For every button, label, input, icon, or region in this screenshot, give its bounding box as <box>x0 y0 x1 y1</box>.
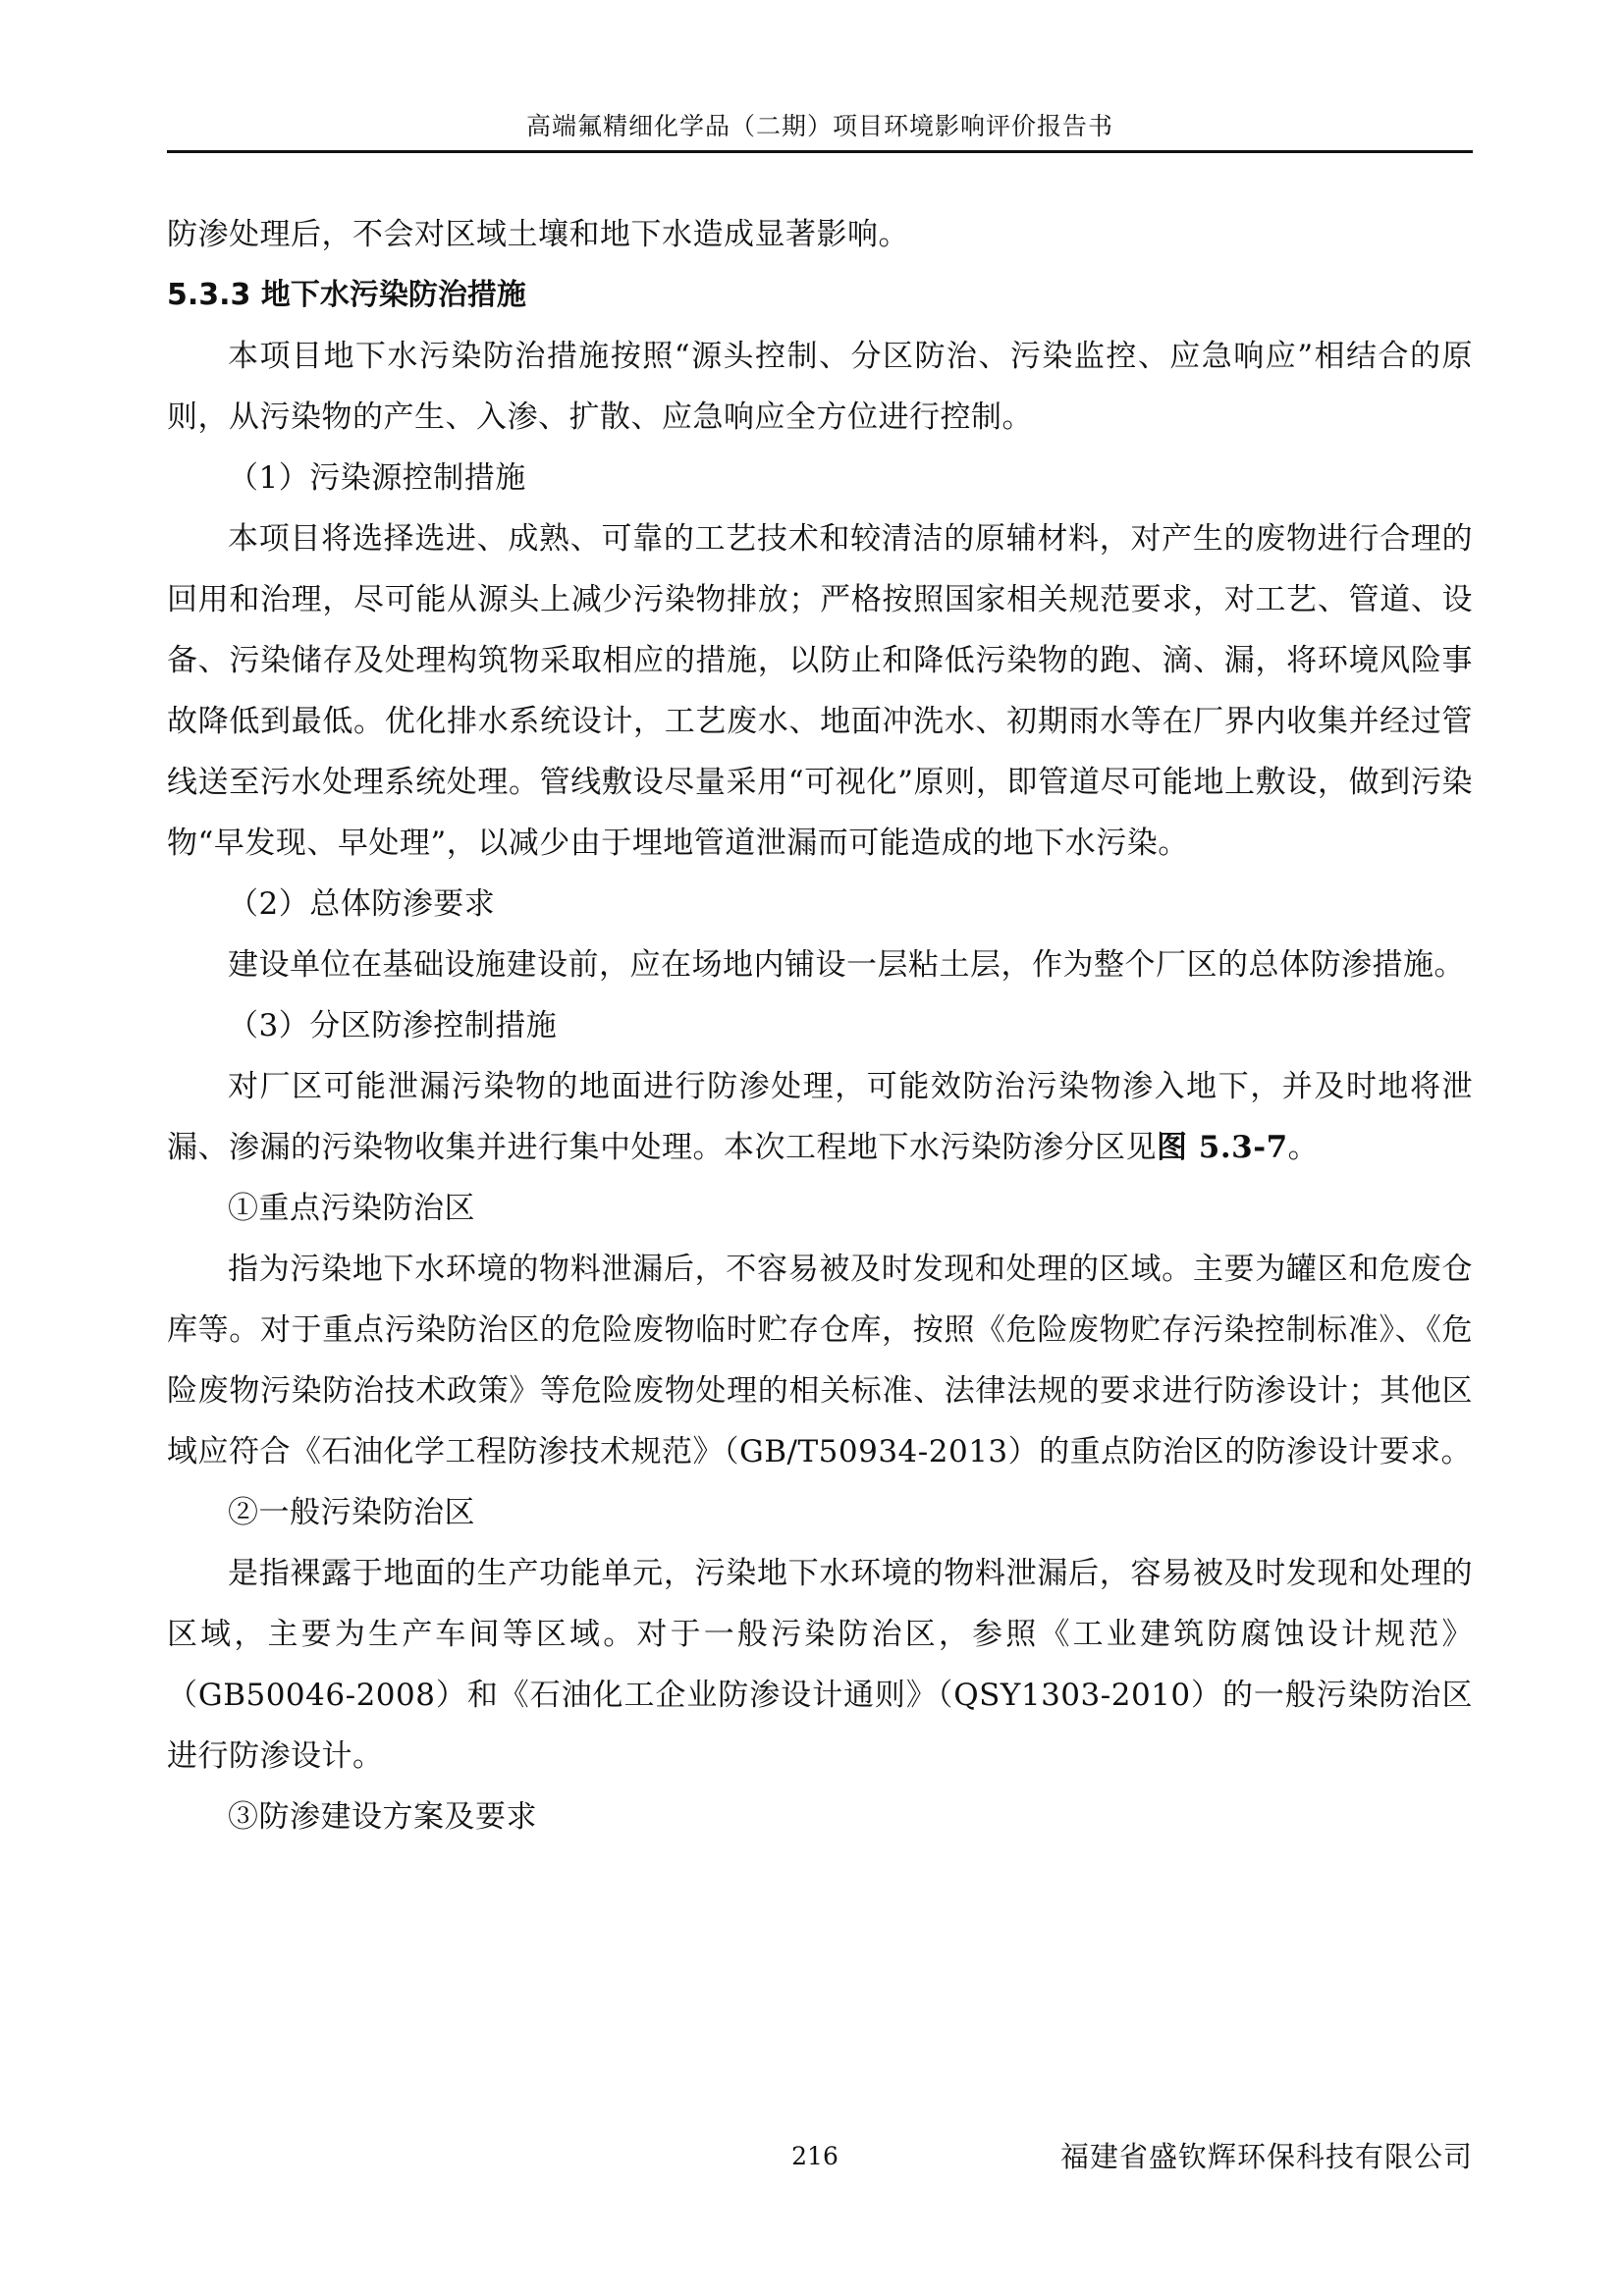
section-heading: 5.3.3 地下水污染防治措施 <box>167 278 526 312</box>
paragraph-general-zone: 是指裸露于地面的生产功能单元，污染地下水环境的物料泄漏后，容易被及时发现和处理的区域，主要为生产车间等区域。对于一般污染防治区，参照《工业建筑防腐蚀设计规范》（GB50046-2008）和《石油化工企业防渗设计通则》（QSY1303-2010）的一般污染防治区进行防渗设计。 <box>167 1556 1473 1774</box>
subheading-source-control: （1）污染源控制措施 <box>228 460 526 496</box>
paragraph-key-zone: 指为污染地下水环境的物料泄漏后，不容易被及时发现和处理的区域。主要为罐区和危废仓库等。对于重点污染防治区的危险废物临时贮存仓库，按照《危险废物贮存污染控制标准》、《危险废物污染防治技术政策》等危险废物处理的相关标准、法律法规的要求进行防渗设计；其他区域应符合《石油化学工程防渗技术规范》（GB/T50934-2013）的重点防治区的防渗设计要求。 <box>167 1252 1473 1469</box>
document-body <box>167 204 1473 1847</box>
page-number: 216 <box>791 2142 839 2170</box>
paragraph-zoned-seepage-end: 。 <box>1287 1130 1320 1165</box>
header-rule <box>167 150 1473 153</box>
paragraph-principle: 本项目地下水污染防治措施按照“源头控制、分区防治、污染监控、应急响应”相结合的原则，从污染物的产生、入渗、扩散、应急响应全方位进行控制。 <box>167 339 1473 435</box>
subheading-construction-plan: ③防渗建设方案及要求 <box>228 1799 537 1835</box>
paragraph-zoned-seepage <box>167 1056 1473 1178</box>
subheading-overall-seepage: （2）总体防渗要求 <box>228 886 496 922</box>
paragraph-overall-seepage: 建设单位在基础设施建设前，应在场地内铺设一层粘土层，作为整个厂区的总体防渗措施。 <box>228 947 1465 983</box>
subheading-general-zone: ②一般污染防治区 <box>228 1495 475 1530</box>
footer-company-name: 福建省盛钦辉环保科技有限公司 <box>1059 2140 1473 2173</box>
page-header-title: 高端氟精细化学品（二期）项目环境影响评价报告书 <box>525 112 1113 140</box>
paragraph-source-control: 本项目将选择选进、成熟、可靠的工艺技术和较清洁的原辅材料，对产生的废物进行合理的回用和治理，尽可能从源头上减少污染物排放；严格按照国家相关规范要求，对工艺、管道、设备、污染储存及处理构筑物采取相应的措施，以防止和降低污染物的跑、滴、漏，将环境风险事故降低到最低。优化排水系统设计，工艺废水、地面冲洗水、初期雨水等在厂界内收集并经过管线送至污水处理系统处理。管线敷设尽量采用“可视化”原则，即管道尽可能地上敷设，做到污染物“早发现、早处理”，以减少由于埋地管道泄漏而可能造成的地下水污染。 <box>167 521 1473 861</box>
paragraph-zoned-seepage-text: 对厂区可能泄漏污染物的地面进行防渗处理，可能效防治污染物渗入地下，并及时地将泄漏、渗漏的污染物收集并进行集中处理。本次工程地下水污染防渗分区见 <box>167 1069 1473 1165</box>
subheading-zoned-seepage: （3）分区防渗控制措施 <box>228 1008 558 1043</box>
figure-reference-link[interactable]: 图 5.3-7 <box>1157 1130 1288 1165</box>
paragraph-continuation: 防渗处理后，不会对区域土壤和地下水造成显著影响。 <box>167 217 909 252</box>
subheading-key-zone: ①重点污染防治区 <box>228 1191 475 1226</box>
